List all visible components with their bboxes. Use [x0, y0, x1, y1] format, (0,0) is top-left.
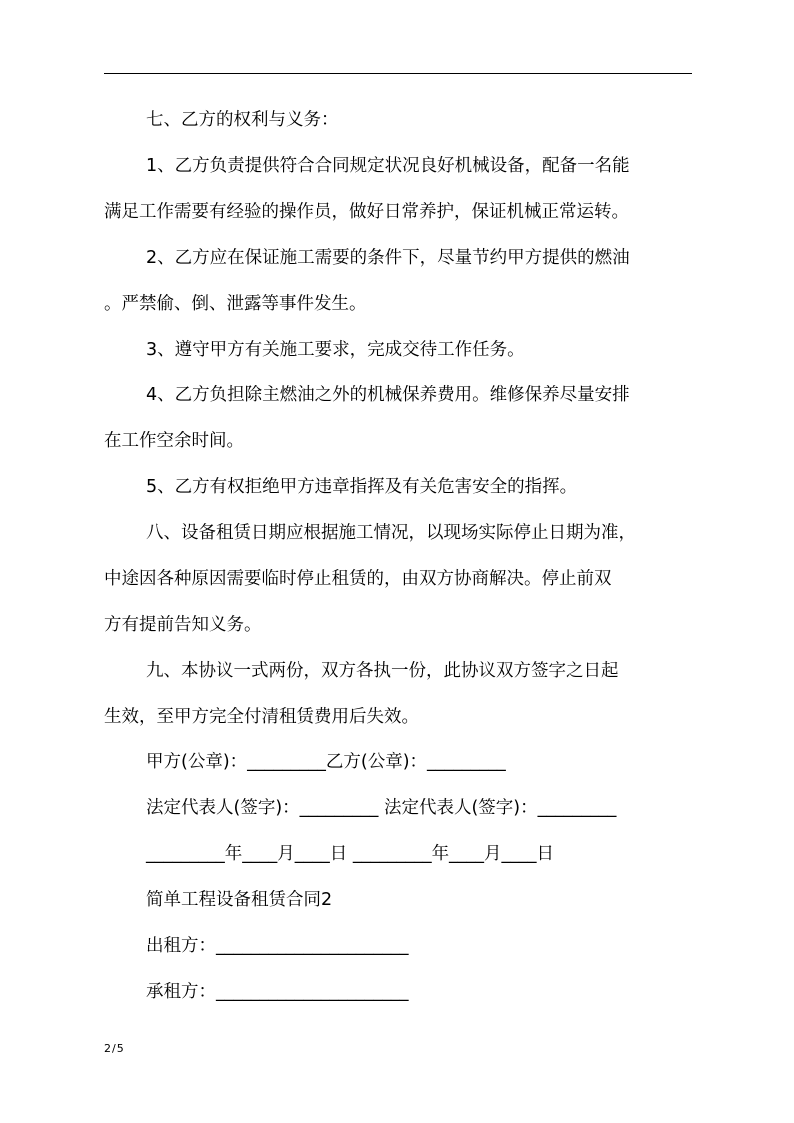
paragraph-line: 在工作空余时间。: [104, 431, 244, 451]
section-9-line: 九、本协议一式两份，双方各执一份，此协议双方签字之日起: [146, 661, 619, 681]
paragraph-line: 2、乙方应在保证施工需要的条件下，尽量节约甲方提供的燃油: [146, 248, 630, 268]
section-8-line: 八、设备租赁日期应根据施工情况，以现场实际停止日期为准，: [146, 523, 636, 543]
representative-signature-line: 法定代表人(签字)：_________ 法定代表人(签字)：_________: [146, 798, 617, 818]
paragraph-line: 生效，至甲方完全付清租赁费用后失效。: [104, 707, 419, 727]
paragraph-line: 中途因各种原因需要临时停止租赁的，由双方协商解决。停止前双: [104, 569, 612, 589]
paragraph-line: 。严禁偷、倒、泄露等事件发生。: [104, 294, 367, 314]
paragraph-line: 1、乙方负责提供符合合同规定状况良好机械设备，配备一名能: [146, 156, 630, 176]
header-rule: [104, 73, 692, 74]
date-line: _________年____月____日 _________年____月____日: [146, 844, 555, 864]
paragraph-line: 方有提前告知义务。: [104, 615, 262, 635]
lessee-field: 承租方：______________________: [146, 982, 409, 1002]
paragraph-line: 4、乙方负担除主燃油之外的机械保养费用。维修保养尽量安排: [146, 385, 630, 405]
seal-signature-line: 甲方(公章)：_________乙方(公章)：_________: [146, 752, 506, 772]
lessor-field: 出租方：______________________: [146, 936, 409, 956]
paragraph-line: 5、乙方有权拒绝甲方违章指挥及有关危害安全的指挥。: [146, 477, 578, 497]
paragraph-line: 3、遵守甲方有关施工要求，完成交待工作任务。: [146, 340, 525, 360]
paragraph-line: 满足工作需要有经验的操作员，做好日常养护，保证机械正常运转。: [104, 202, 629, 222]
section-7-heading: 七、乙方的权利与义务：: [146, 110, 339, 130]
contract-title: 简单工程设备租赁合同2: [146, 890, 333, 910]
page-number: 2/5: [104, 1042, 125, 1055]
